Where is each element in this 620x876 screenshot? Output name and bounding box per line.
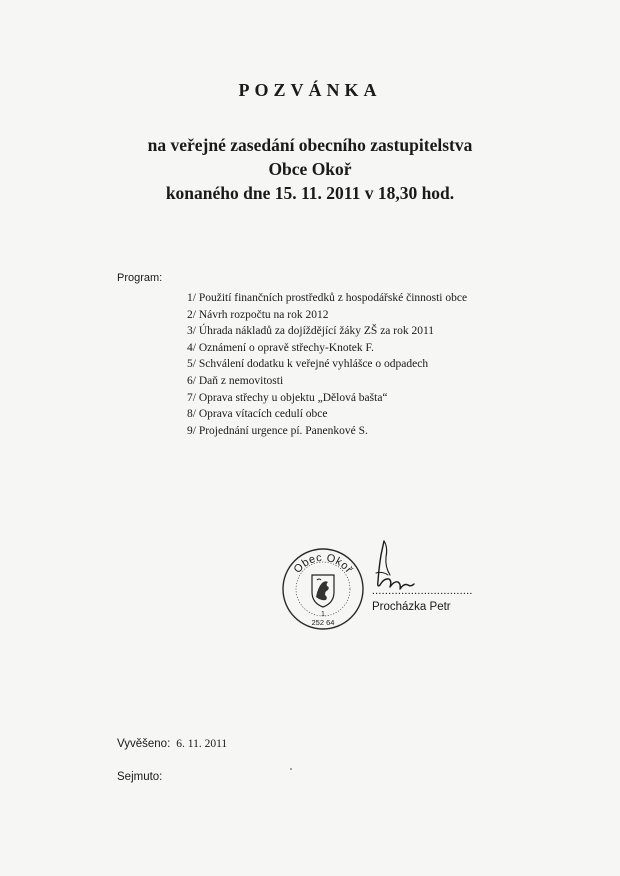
agenda-list [187, 290, 467, 439]
scan-speck [290, 768, 292, 770]
agenda-item: 3/ Úhrada nákladů za dojíždějící žáky ZŠ za rok 2011 [187, 325, 435, 338]
program-label: Program: [117, 272, 163, 284]
signature-line: ............................... [372, 585, 473, 597]
agenda-item: 7/ Oprava střechy u objektu „Dělová bašta“ [187, 391, 388, 404]
agenda-item: 9/ Projednání urgence pí. Panenkové S. [187, 424, 368, 437]
agenda-item: 1/ Použití finančních prostředků z hospodářské činnosti obce [187, 292, 468, 304]
document-subtitle [0, 133, 620, 205]
posted-line [117, 738, 227, 750]
removed-label: Sejmuto: [117, 771, 163, 783]
subtitle-line-3: konaného dne 15. 11. 2011 v 18,30 hod. [165, 183, 455, 203]
posted-label: Vyvěšeno: [117, 738, 171, 750]
stamp-text: Obec Okoř [291, 551, 355, 576]
municipal-stamp [281, 547, 365, 631]
stamp-seal-icon [281, 547, 365, 631]
agenda-item: 2/ Návrh rozpočtu na rok 2012 [187, 308, 329, 321]
document-title: POZVÁNKA [238, 80, 382, 100]
subtitle-line-2: Obce Okoř [268, 159, 352, 179]
posted-date: 6. 11. 2011 [176, 738, 228, 750]
signer-name: Procházka Petr [372, 601, 451, 613]
agenda-item: 4/ Oznámení o opravě střechy-Knotek F. [187, 341, 374, 354]
stamp-postcode: 252 64 [311, 618, 335, 627]
agenda-item: 8/ Oprava vítacích cedulí obce [187, 408, 328, 421]
subtitle-line-1: na veřejné zasedání obecního zastupitelstva [147, 135, 473, 155]
stamp-number: 1 [321, 611, 325, 618]
agenda-item: 5/ Schválení dodatku k veřejné vyhlášce o odpadech [187, 358, 429, 371]
agenda-item: 6/ Daň z nemovitosti [187, 374, 284, 387]
